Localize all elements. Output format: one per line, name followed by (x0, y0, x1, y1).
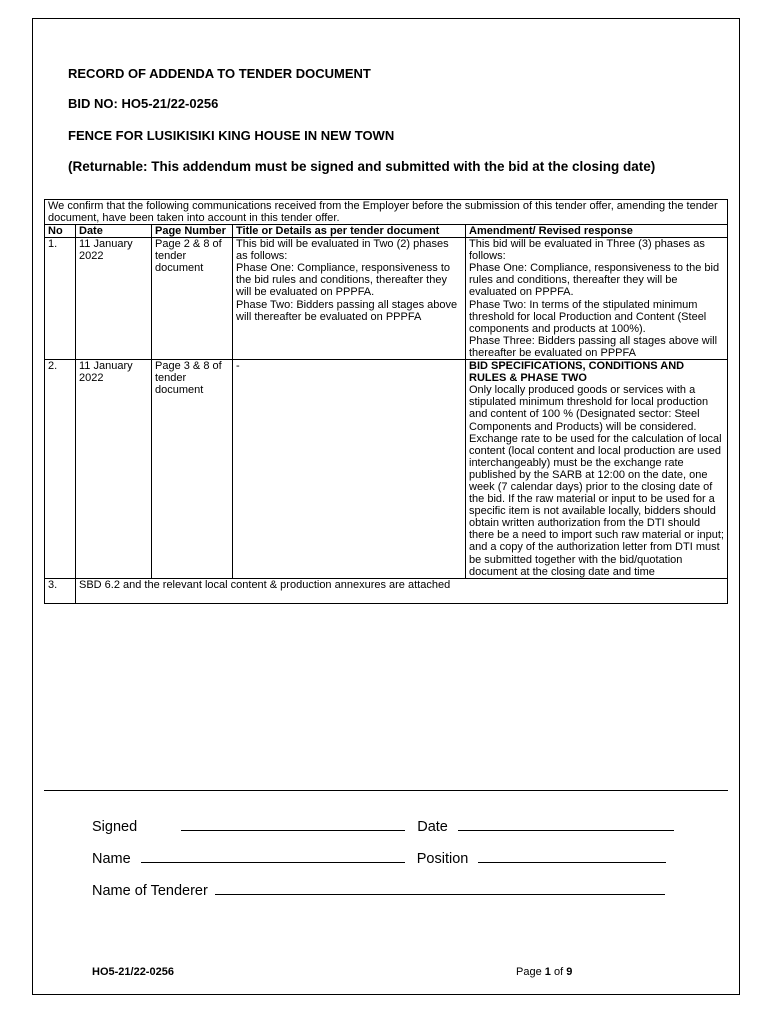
table-row (45, 238, 728, 360)
amendment-heading: BID SPECIFICATIONS, CONDITIONS AND RULES & PHASE TWO (469, 360, 685, 385)
row-title: This bid will be evaluated in Two (2) phases as follows: Phase One: Compliance, responsiveness to the bid rules and conditions, thereafter they will be evaluated on PPPFA. Phase Two: Bidders passing all stages above will thereafter be evaluated on PPPFA (233, 238, 466, 360)
bid-number-label: BID NO: (68, 96, 118, 111)
page-current: 1 (544, 966, 551, 978)
position-line[interactable] (478, 848, 666, 863)
table-row (45, 578, 728, 603)
row-text: SBD 6.2 and the relevant local content & production annexures are attached (76, 578, 728, 603)
col-header-title: Title or Details as per tender document (233, 225, 466, 238)
col-header-page: Page Number (152, 225, 233, 238)
col-header-no: No (45, 225, 76, 238)
signed-row (92, 816, 674, 835)
tenderer-line[interactable] (215, 880, 665, 895)
row-date: 11 January 2022 (76, 238, 152, 360)
addenda-table (44, 199, 728, 604)
returnable-note: (Returnable: This addendum must be signed and submitted with the bid at the closing date) (68, 159, 656, 174)
footer-page-number (516, 966, 572, 978)
table-row (45, 360, 728, 579)
signed-label: Signed (92, 819, 138, 835)
header-row (45, 225, 728, 238)
position-label: Position (416, 851, 469, 867)
amendment-text: Only locally produced goods or services with a stipulated minimum threshold for local production and content of 100 % (Designated sector: Steel Components and Products) will be considered. Exchange rate to be used for the calculation of local content (local content and local production are used interchangeably) must be the exchange rate published by the SARB at 12:00 on the date, one week (7 calendar days) prior to the closing date of the bid. If the raw material or input to be used for a specific item is not available locally, bidders should obtain written authorization from the DTI should there be a need to import such raw material or input; and a copy of the authorization letter from DTI must be submitted together with the bid/quotation document at the closing date and time (469, 384, 724, 578)
tenderer-label: Name of Tenderer (92, 883, 208, 899)
row-title: - (233, 360, 466, 579)
name-label: Name (92, 851, 131, 867)
col-header-amendment: Amendment/ Revised response (466, 225, 728, 238)
col-header-date: Date (76, 225, 152, 238)
section-divider (44, 790, 728, 791)
row-no: 1. (45, 238, 76, 360)
name-row (92, 848, 666, 867)
intro-row (45, 200, 728, 225)
signed-line[interactable] (181, 816, 405, 831)
page-word: Page (516, 966, 542, 978)
footer-doc-ref: HO5-21/22-0256 (92, 966, 174, 978)
bid-number-value: HO5-21/22-0256 (121, 96, 219, 111)
project-title: FENCE FOR LUSIKISIKI KING HOUSE IN NEW TOWN (68, 128, 395, 143)
row-date: 11 January 2022 (76, 360, 152, 579)
row-no: 2. (45, 360, 76, 579)
bid-number (68, 96, 218, 111)
tenderer-row (92, 880, 665, 899)
document-title: RECORD OF ADDENDA TO TENDER DOCUMENT (68, 66, 371, 81)
page-of: of (553, 966, 564, 978)
intro-text: We confirm that the following communications received from the Employer before the submission of this tender offer, amending the tender document, have been taken into account in this tender offer. (45, 200, 728, 225)
row-page: Page 2 & 8 of tender document (152, 238, 233, 360)
page-total: 9 (566, 966, 573, 978)
date-line[interactable] (458, 816, 674, 831)
date-label: Date (417, 819, 448, 835)
row-no: 3. (45, 578, 76, 603)
row-page: Page 3 & 8 of tender document (152, 360, 233, 579)
row-amendment (466, 360, 728, 579)
name-line[interactable] (141, 848, 405, 863)
row-amendment: This bid will be evaluated in Three (3) phases as follows: Phase One: Compliance, responsiveness to the bid rules and conditions, thereafter they will be evaluated on PPPFA. Phase Two: In terms of the stipulated minimum threshold for local Production and Content (Steel components and products at 100%). Phase Three: Bidders passing all stages above will thereafter be evaluated on PPPFA (466, 238, 728, 360)
